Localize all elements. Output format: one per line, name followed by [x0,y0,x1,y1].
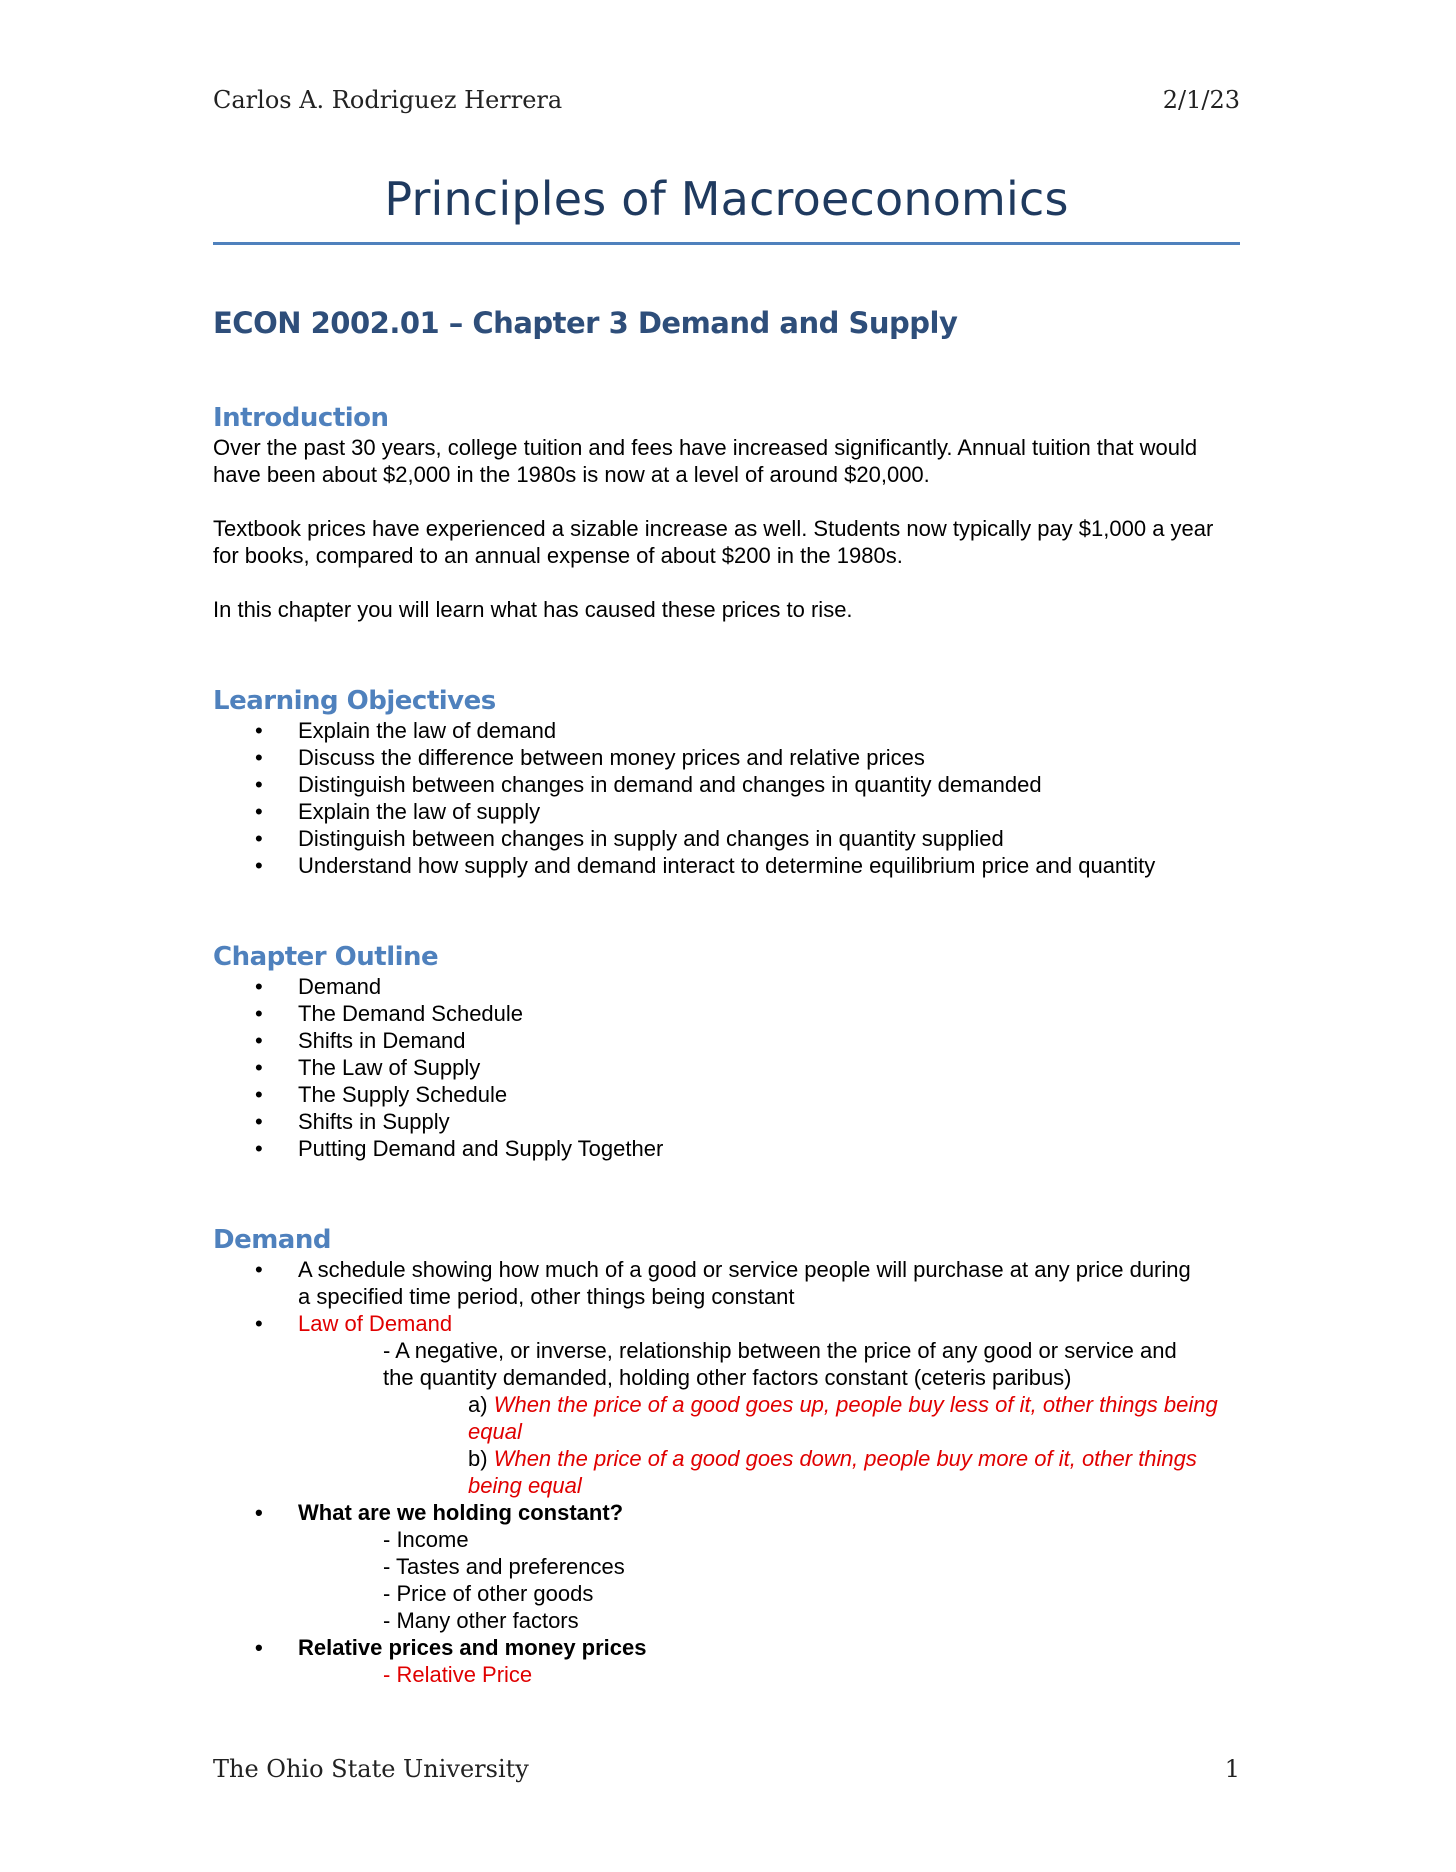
demand-heading: Demand [213,1225,331,1255]
list-item: • Distinguish between changes in demand and changes in quantity demanded [213,771,1243,798]
document-title: Principles of Macroeconomics [384,172,1069,226]
title-underline [213,242,1240,245]
law-of-demand-b [213,1445,1243,1499]
page-header [213,86,1240,114]
list-item: • Explain the law of demand [213,717,1243,744]
intro-paragraph-2: Textbook prices have experienced a sizable increase as well. Students now typically pay $1,000 a year for books, compared to an annual expense of about $200 in the 1980s. [213,516,1214,568]
chapter-outline-list [213,973,1243,1162]
relative-prices-list [213,1634,1243,1661]
list-item: • The Supply Schedule [213,1081,1243,1108]
list-item: • Shifts in Supply [213,1108,1243,1135]
author-name: Carlos A. Rodriguez Herrera [213,86,563,114]
list-item: • Discuss the difference between money prices and relative prices [213,744,1243,771]
constant-item: - Income [383,1527,469,1552]
intro-paragraph-3: In this chapter you will learn what has caused these prices to rise. [213,597,853,622]
document-date: 2/1/23 [1162,86,1240,114]
demand-definition: • A schedule showing how much of a good or service people will purchase at any price during a specified time period, other things being constant [213,1256,1243,1310]
law-b-text: When the price of a good goes down, people buy more of it, other things being equal [468,1446,1197,1498]
constant-item: - Price of other goods [383,1581,594,1606]
intro-paragraph-1: Over the past 30 years, college tuition and fees have increased significantly. Annual tuition that would have been about $2,000 in the 1980s is now at a level of around $20,000. [213,435,1198,487]
institution-name: The Ohio State University [213,1755,529,1783]
list-item: • Putting Demand and Supply Together [213,1135,1243,1162]
constant-list [213,1499,1243,1526]
page-number: 1 [1224,1755,1240,1783]
relative-price-item [213,1661,1243,1688]
chapter-heading: ECON 2002.01 – Chapter 3 Demand and Supply [213,306,958,340]
law-a-prefix: a) [468,1392,488,1417]
page-footer [213,1755,1240,1783]
learning-objectives-list [213,717,1243,879]
list-item: • The Law of Supply [213,1054,1243,1081]
law-a-text: When the price of a good goes up, people buy less of it, other things being equal [468,1392,1218,1444]
list-item: • Distinguish between changes in supply and changes in quantity supplied [213,825,1243,852]
list-item: • Demand [213,973,1243,1000]
holding-constant-label: • What are we holding constant? [213,1499,1243,1526]
relative-price-text: Relative Price [396,1662,533,1687]
law-of-demand-item [213,1310,1243,1337]
relative-price-dash: - [383,1662,391,1687]
law-of-demand-a [213,1391,1243,1445]
list-item: • Explain the law of supply [213,798,1243,825]
law-b-prefix: b) [468,1446,488,1471]
document-body [213,300,1243,1688]
demand-list [213,1256,1243,1337]
list-item: • Shifts in Demand [213,1027,1243,1054]
constant-item: - Tastes and preferences [383,1554,625,1579]
list-item: • The Demand Schedule [213,1000,1243,1027]
constant-item: - Many other factors [383,1608,579,1633]
introduction-heading: Introduction [213,403,389,433]
list-item: • Understand how supply and demand interact to determine equilibrium price and quantity [213,852,1243,879]
learning-objectives-heading: Learning Objectives [213,686,496,716]
chapter-outline-heading: Chapter Outline [213,942,439,972]
law-of-demand-label: Law of Demand [298,1311,453,1336]
law-of-demand-definition: - A negative, or inverse, relationship between the price of any good or service and the quantity demanded, holding other factors constant (ceteris paribus) [383,1338,1177,1390]
relative-prices-label: • Relative prices and money prices [213,1634,1243,1661]
